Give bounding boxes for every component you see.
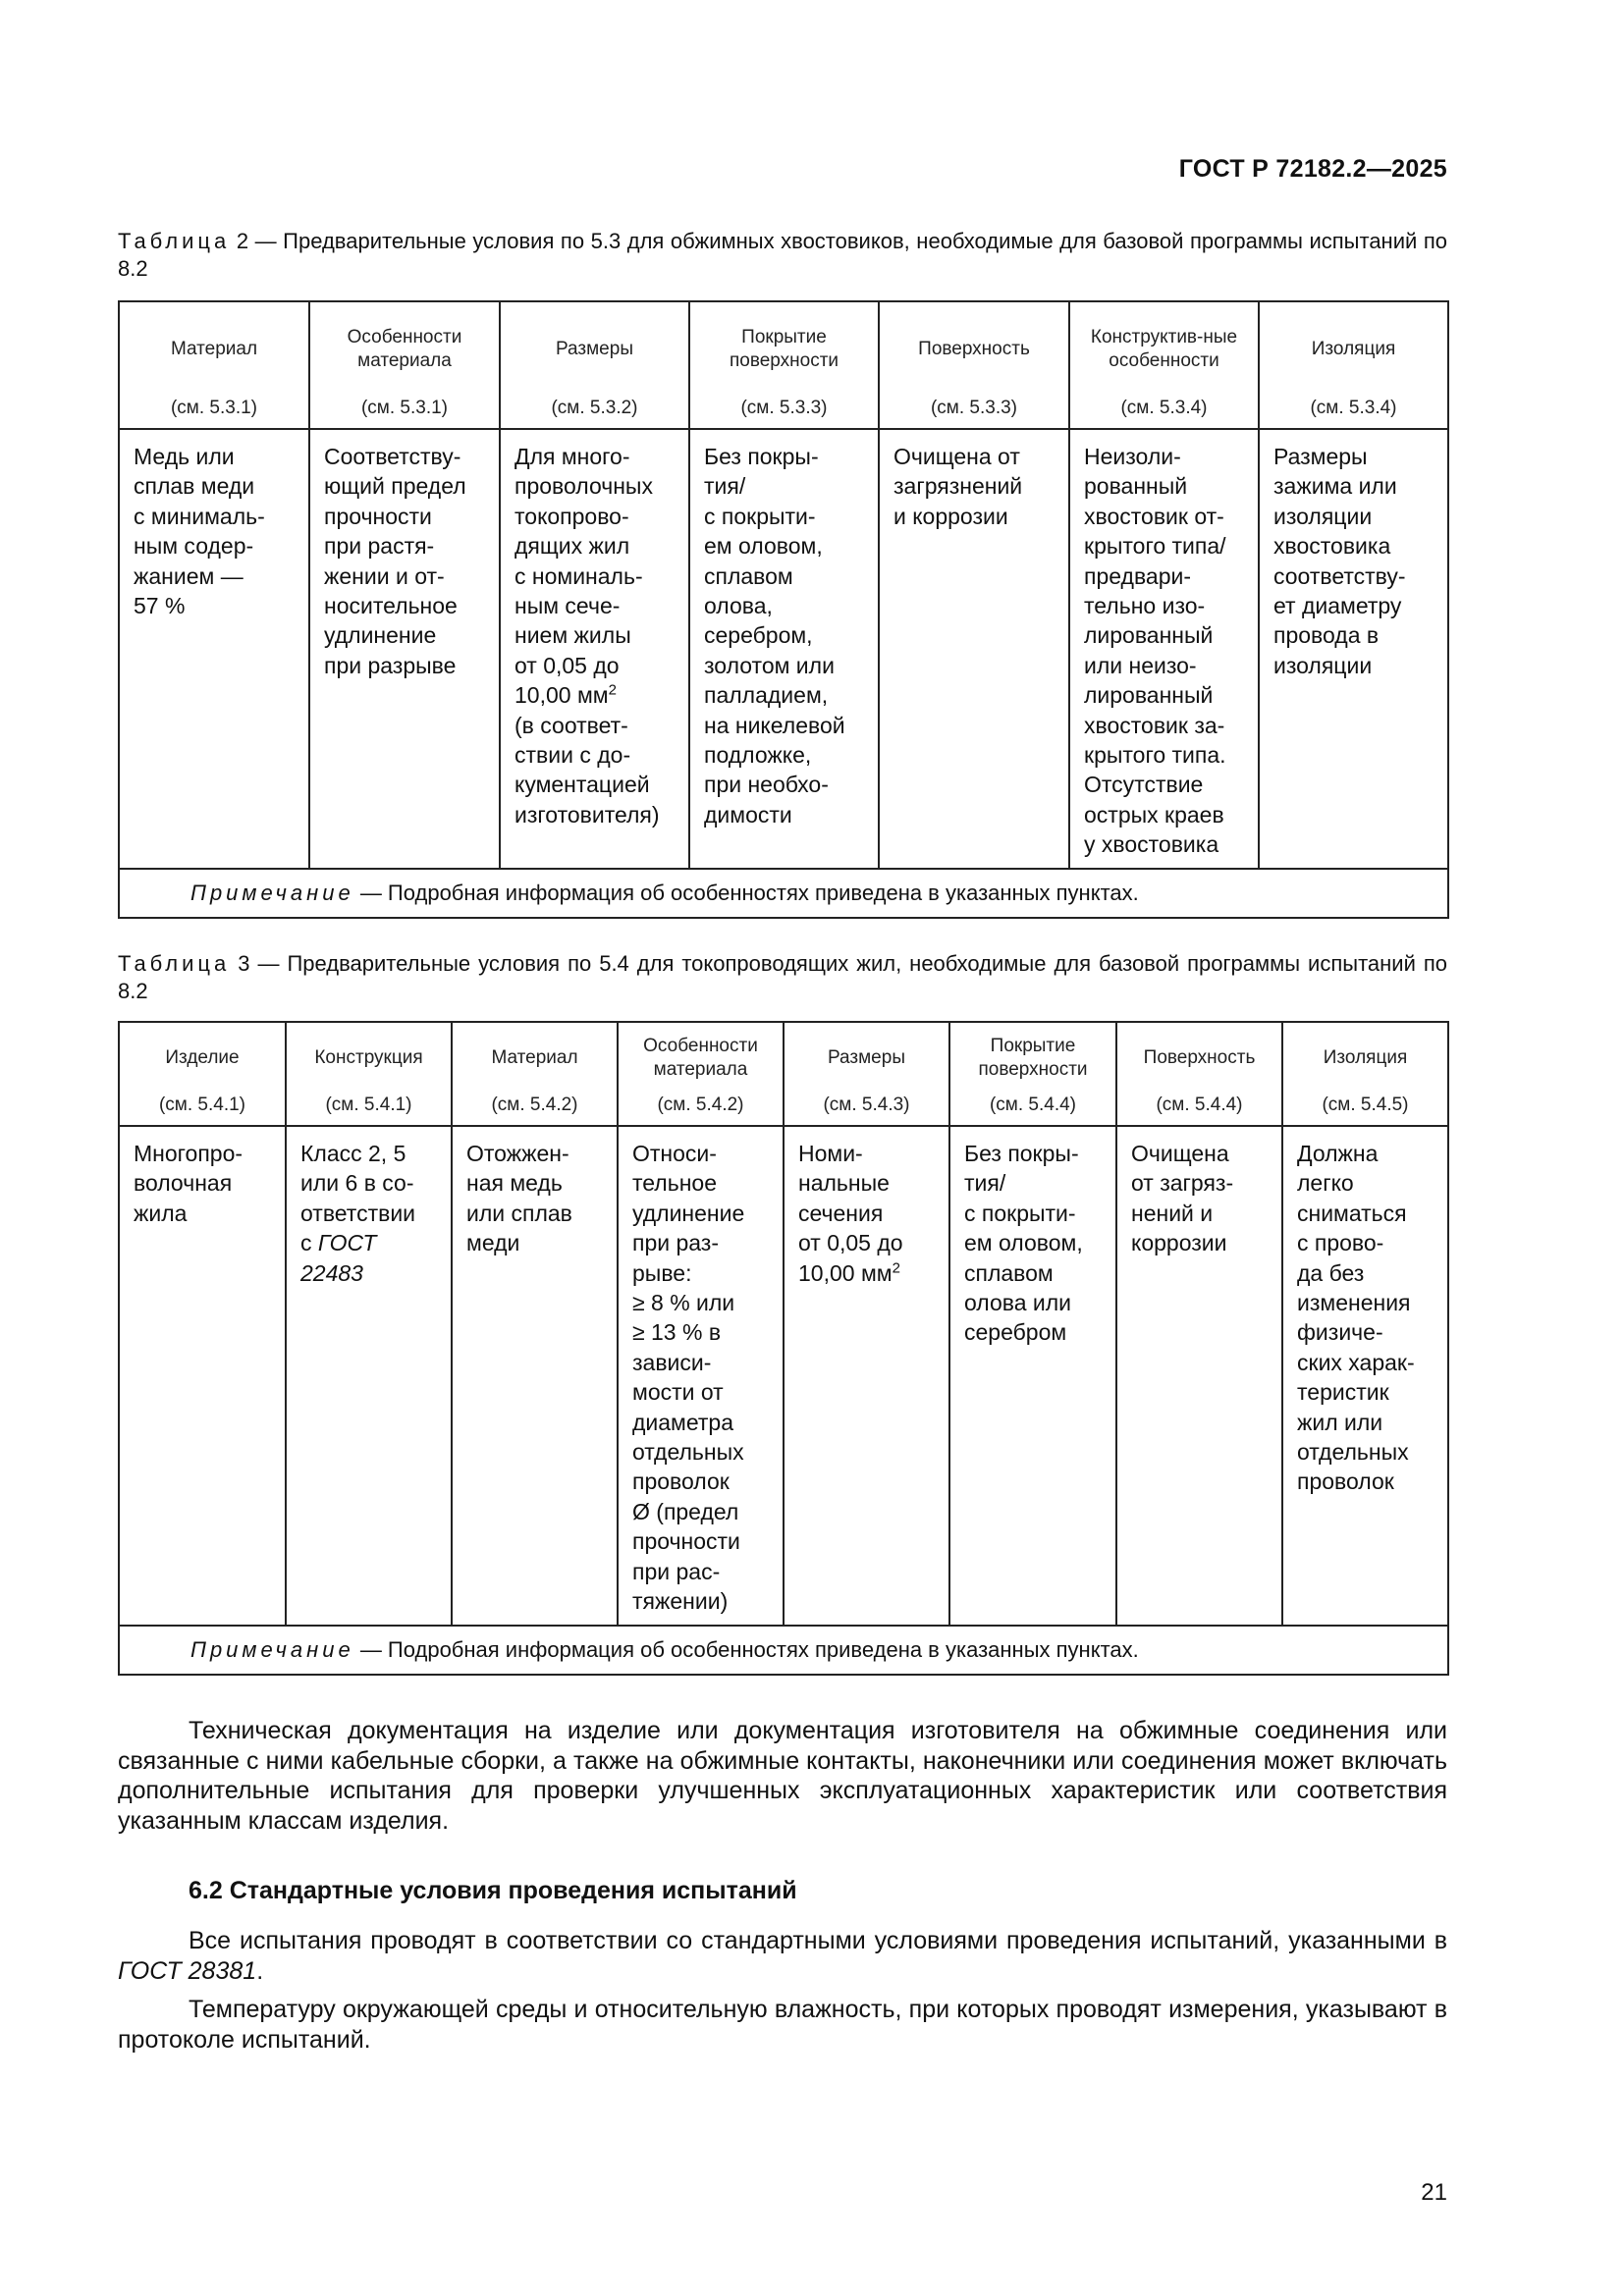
header-ref: (см. 5.4.4) xyxy=(1156,1095,1243,1115)
cell-line: сплавом xyxy=(704,562,793,589)
header-ref: (см. 5.4.2) xyxy=(657,1095,744,1115)
table3-cell xyxy=(784,1126,949,1626)
cell-line: Без покры- xyxy=(964,1141,1079,1166)
cell-line: хвостовика xyxy=(1273,533,1391,560)
cell-line: ным содер- xyxy=(134,533,254,560)
header-ref: (см. 5.4.1) xyxy=(158,1095,246,1115)
table2-cell xyxy=(879,429,1069,869)
header-title: Покрытие поверхности xyxy=(978,1036,1088,1080)
section-heading: 6.2 Стандартные условия проведения испытаний xyxy=(189,1877,797,1904)
cell-line: ем оловом, xyxy=(964,1230,1083,1256)
cell-line: 22483 xyxy=(300,1259,363,1286)
table2-body-row xyxy=(119,429,1448,869)
cell-line: ная медь xyxy=(466,1170,563,1197)
cell-line: жанием — xyxy=(134,562,244,589)
header-ref: (см. 5.3.4) xyxy=(1120,398,1208,418)
table2-note-row xyxy=(119,869,1448,918)
header-ref: (см. 5.3.4) xyxy=(1310,398,1397,418)
cell-line: коррозии xyxy=(1131,1230,1227,1256)
header-ref: (см. 5.4.2) xyxy=(491,1095,578,1115)
cell-line: проволочных xyxy=(514,473,653,500)
header-title: Покрытие поверхности xyxy=(729,327,839,371)
header-title: Материал xyxy=(170,339,258,359)
cell-line: с ГОСТ xyxy=(300,1230,377,1256)
cell-line: лированный xyxy=(1084,622,1214,649)
cell-line: сплавом xyxy=(964,1259,1054,1286)
cell-line: или неизо- xyxy=(1084,652,1197,678)
header-title: Поверхность xyxy=(1143,1047,1256,1068)
header-ref: (см. 5.4.4) xyxy=(989,1095,1077,1115)
cell-line: с прово- xyxy=(1297,1230,1384,1256)
cell-line: Многопро- xyxy=(134,1141,244,1166)
table2-caption-text: 2 — Предварительные условия по 5.3 для обжимных хвостовиков, необходимые для базовой программы испытаний по 8.2 xyxy=(118,229,1447,281)
standard-number: ГОСТ Р 72182.2—2025 xyxy=(1178,155,1447,183)
table3-note xyxy=(119,1626,1448,1675)
cell-line: дящих жил xyxy=(514,533,630,560)
header-title: Особенности материала xyxy=(347,327,462,371)
table3-caption-word: Таблица xyxy=(118,951,231,976)
cell-line: отдельных xyxy=(1297,1439,1409,1466)
header-ref: (см. 5.3.1) xyxy=(170,398,258,418)
cell-line: ответствии xyxy=(300,1200,416,1226)
cell-line: лированный xyxy=(1084,682,1214,709)
cell-line: рованный xyxy=(1084,473,1188,500)
table3-header-cell xyxy=(452,1022,618,1126)
cell-line: загрязнений xyxy=(893,473,1023,500)
table2-cell xyxy=(1069,429,1259,869)
table3-cell xyxy=(119,1126,286,1626)
cell-line: диаметра xyxy=(632,1409,734,1435)
table2-note xyxy=(119,869,1448,918)
cell-line: от 0,05 до xyxy=(514,652,620,678)
table2-header-cell xyxy=(500,301,689,429)
note-label: Примечание xyxy=(190,880,354,905)
cell-line: прочности xyxy=(632,1528,740,1555)
cell-line: (в соответ- xyxy=(514,712,628,738)
cell-line: при раз- xyxy=(632,1230,720,1256)
document-page xyxy=(118,0,1447,2296)
cell-line: ствии с до- xyxy=(514,742,631,769)
cell-line: легко xyxy=(1297,1170,1354,1197)
header-ref: (см. 5.4.3) xyxy=(823,1095,910,1115)
cell-line: крытого типа. xyxy=(1084,742,1226,769)
cell-line: хвостовик за- xyxy=(1084,712,1225,738)
cell-line: хвостовик от- xyxy=(1084,503,1224,529)
cell-line: мости от xyxy=(632,1379,724,1406)
header-ref: (см. 5.3.2) xyxy=(551,398,638,418)
cell-line: димости xyxy=(704,801,792,828)
cell-line: прочности xyxy=(324,503,432,529)
cell-line: удлинение xyxy=(324,622,437,649)
table2-cell xyxy=(119,429,309,869)
paragraph-test-conditions xyxy=(118,1926,1447,1986)
cell-line: предвари- xyxy=(1084,562,1192,589)
cell-line: тия/ xyxy=(964,1170,1006,1197)
cell-line: жил или xyxy=(1297,1409,1383,1435)
cell-line: сечения xyxy=(798,1200,884,1226)
cell-line: 57 % xyxy=(134,593,186,619)
header-title: Размеры xyxy=(556,339,633,359)
cell-line: серебром xyxy=(964,1319,1067,1346)
cell-line: Класс 2, 5 xyxy=(300,1141,406,1166)
table3-body-row xyxy=(119,1126,1448,1626)
cell-line: тельно изо- xyxy=(1084,593,1206,619)
cell-line: изоляции xyxy=(1273,652,1373,678)
table3-header-row xyxy=(119,1022,1448,1126)
cell-line: изоляции xyxy=(1273,503,1373,529)
cell-line: тия/ xyxy=(704,473,746,500)
cell-line: Размеры xyxy=(1273,444,1368,469)
header-title: Конструктив-ные особенности xyxy=(1090,327,1238,371)
table2-cell xyxy=(500,429,689,869)
cell-line: кументацией xyxy=(514,772,650,798)
table3-cell xyxy=(1116,1126,1282,1626)
header-title: Изоляция xyxy=(1323,1047,1408,1068)
superscript: 2 xyxy=(892,1258,900,1276)
cell-line: Отсутствие xyxy=(1084,772,1204,798)
cell-line: олова или xyxy=(964,1290,1072,1316)
paragraph-text: Все испытания проводят в соответствии со стандартными условиями проведения испытаний, указанными в xyxy=(189,1927,1447,1954)
cell-line: отдельных xyxy=(632,1439,744,1466)
table2 xyxy=(118,300,1449,919)
paragraph-text: Техническая документация на изделие или документация изготовителя на обжимные соединения или связанные с ними кабельные сборки, а также на обжимные контакты, наконечники или соединения может включать дополнительные испытания для проверки улучшенных эксплуатационных характеристик или соответствия указанным классам изделия. xyxy=(118,1717,1447,1835)
cell-line: ет диаметру xyxy=(1273,593,1402,619)
table2-header-cell xyxy=(1069,301,1259,429)
cell-line: проволок xyxy=(1297,1468,1394,1495)
table2-header-cell xyxy=(1259,301,1448,429)
table3-cell xyxy=(1282,1126,1448,1626)
cell-line: нием жилы xyxy=(514,622,631,649)
cell-line: сплав меди xyxy=(134,473,255,500)
header-title: Изделие xyxy=(165,1047,240,1068)
cell-line: жила xyxy=(134,1200,188,1226)
cell-line: ≥ 13 % в xyxy=(632,1319,722,1346)
paragraph-end: . xyxy=(256,1956,264,1985)
cell-line: ских харак- xyxy=(1297,1349,1415,1375)
cell-line: изготовителя) xyxy=(514,801,660,828)
table2-header-cell xyxy=(119,301,309,429)
cell-line: Номи- xyxy=(798,1141,863,1166)
paragraph-text: Температуру окружающей среды и относительную влажность, при которых проводят измерения, указывают в протоколе испытаний. xyxy=(118,1996,1447,2054)
cell-line: Для много- xyxy=(514,444,630,469)
table3-header-cell xyxy=(1116,1022,1282,1126)
table3-header-cell xyxy=(286,1022,452,1126)
table2-cell xyxy=(1259,429,1448,869)
paragraph-tech-docs xyxy=(118,1716,1447,1836)
cell-line: от 0,05 до xyxy=(798,1230,903,1256)
table3-header-cell xyxy=(119,1022,286,1126)
cell-line: удлинение xyxy=(632,1200,745,1226)
cell-line: ≥ 8 % или xyxy=(632,1290,735,1316)
note-text: — Подробная информация об особенностях приведена в указанных пунктах. xyxy=(353,880,1139,905)
cell-line: проволок xyxy=(632,1468,730,1495)
cell-line: и коррозии xyxy=(893,503,1008,529)
cell-line: физиче- xyxy=(1297,1319,1383,1346)
cell-line: олова, xyxy=(704,593,773,619)
cell-line: серебром, xyxy=(704,622,813,649)
cell-line: золотом или xyxy=(704,652,835,678)
table2-header-cell xyxy=(309,301,500,429)
cell-line: сниматься xyxy=(1297,1200,1407,1226)
cell-line: с минималь- xyxy=(134,503,265,529)
cell-line: Неизоли- xyxy=(1084,444,1181,469)
cell-line: да без xyxy=(1297,1259,1365,1286)
cell-line: у хвостовика xyxy=(1084,831,1219,858)
header-title: Конструкция xyxy=(314,1047,423,1068)
cell-line: тельное xyxy=(632,1170,717,1197)
cell-line: Должна xyxy=(1297,1141,1379,1166)
table3-caption xyxy=(118,950,1447,1005)
table3-header-cell xyxy=(949,1022,1116,1126)
table3-header-cell xyxy=(784,1022,949,1126)
header-ref: (см. 5.3.3) xyxy=(930,398,1018,418)
page-number: 21 xyxy=(1421,2179,1447,2206)
cell-line: теристик xyxy=(1297,1379,1389,1406)
header-title: Размеры xyxy=(828,1047,905,1068)
cell-line: острых краев xyxy=(1084,801,1224,828)
cell-line: Ø (предел xyxy=(632,1498,739,1524)
table3-header-cell xyxy=(1282,1022,1448,1126)
cell-line: палладием, xyxy=(704,682,829,709)
cell-line: при необхо- xyxy=(704,772,829,798)
superscript: 2 xyxy=(608,681,617,699)
header-title: Изоляция xyxy=(1311,339,1396,359)
table3-cell xyxy=(949,1126,1116,1626)
note-text: — Подробная информация об особенностях приведена в указанных пунктах. xyxy=(353,1636,1139,1662)
table3 xyxy=(118,1021,1449,1676)
cell-line: или 6 в со- xyxy=(300,1170,414,1197)
cell-line: с номиналь- xyxy=(514,562,643,589)
cell-line: волочная xyxy=(134,1170,233,1197)
header-ref: (см. 5.4.5) xyxy=(1322,1095,1409,1115)
cell-line: при растя- xyxy=(324,533,435,560)
table3-cell xyxy=(286,1126,452,1626)
table3-caption-text: 3 — Предварительные условия по 5.4 для токопроводящих жил, необходимые для базовой программы испытаний по 8.2 xyxy=(118,951,1448,1003)
header-ref: (см. 5.4.1) xyxy=(325,1095,412,1115)
header-title: Особенности материала xyxy=(643,1036,758,1080)
cell-line: Соответству- xyxy=(324,444,461,469)
cell-line: соответству- xyxy=(1273,562,1406,589)
cell-line: с покрыти- xyxy=(704,503,816,529)
cell-line: при разрыве xyxy=(324,652,457,678)
table2-caption xyxy=(118,228,1447,283)
cell-line: 10,00 $мм^2$ xyxy=(514,681,617,709)
table3-cell xyxy=(452,1126,618,1626)
cell-line: крытого типа/ xyxy=(1084,533,1226,560)
cell-line: провода в xyxy=(1273,622,1380,649)
cell-line: Отожжен- xyxy=(466,1141,569,1166)
table2-cell xyxy=(309,429,500,869)
cell-line: Очищена от xyxy=(893,444,1020,469)
cell-line: меди xyxy=(466,1230,520,1256)
cell-line: нальные xyxy=(798,1170,890,1197)
cell-line: ным сече- xyxy=(514,593,621,619)
cell-line: ющий предел xyxy=(324,473,466,500)
cell-line: зажима или xyxy=(1273,473,1397,500)
cell-line: жении и от- xyxy=(324,562,445,589)
paragraph-temperature xyxy=(118,1995,1447,2055)
table3-cell xyxy=(618,1126,784,1626)
cell-line: зависи- xyxy=(632,1349,712,1375)
cell-line: Относи- xyxy=(632,1141,717,1166)
table2-cell xyxy=(689,429,879,869)
cell-line: на никелевой xyxy=(704,712,845,738)
header-ref: (см. 5.3.1) xyxy=(360,398,449,418)
header-ref: (см. 5.3.3) xyxy=(740,398,828,418)
cell-line: токопрово- xyxy=(514,503,629,529)
header-title: Материал xyxy=(491,1047,578,1068)
cell-line: Медь или xyxy=(134,444,235,469)
table3-header-cell xyxy=(618,1022,784,1126)
cell-line: ем оловом, xyxy=(704,533,823,560)
cell-line: тяжении) xyxy=(632,1588,729,1615)
cell-line: или сплав xyxy=(466,1200,572,1226)
cell-line: нений и xyxy=(1131,1200,1214,1226)
cell-line: при рас- xyxy=(632,1558,721,1584)
cell-line: подложке, xyxy=(704,742,812,769)
table2-caption-word: Таблица xyxy=(118,229,231,253)
cell-line: Без покры- xyxy=(704,444,819,469)
cell-line: рыве: xyxy=(632,1259,692,1286)
cell-line: изменения xyxy=(1297,1290,1411,1316)
cell-line: носительное xyxy=(324,593,458,619)
cell-line: от загряз- xyxy=(1131,1170,1234,1197)
note-label: Примечание xyxy=(190,1636,354,1662)
table2-header-cell xyxy=(879,301,1069,429)
table3-note-row xyxy=(119,1626,1448,1675)
table2-header-cell xyxy=(689,301,879,429)
header-title: Поверхность xyxy=(918,339,1030,359)
cell-line: Очищена xyxy=(1131,1141,1229,1166)
standard-reference: ГОСТ 28381 xyxy=(118,1956,257,1985)
cell-line: 10,00 $мм^2$ xyxy=(798,1258,900,1286)
cell-line: с покрыти- xyxy=(964,1200,1076,1226)
table2-header-row xyxy=(119,301,1448,429)
